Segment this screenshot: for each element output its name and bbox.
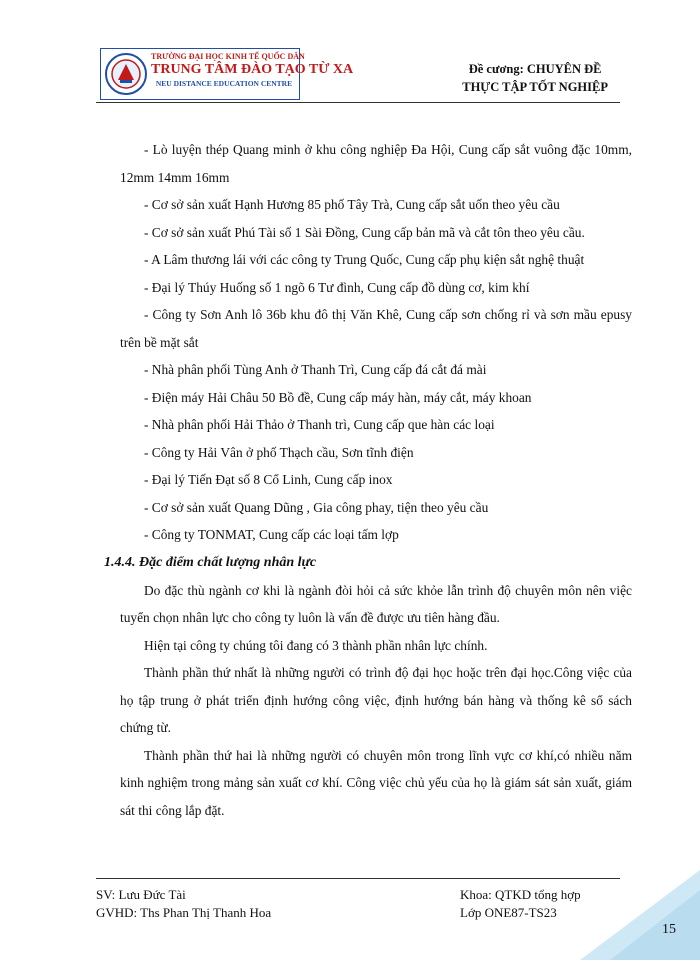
document-title-line2: THỰC TẬP TỐT NGHIỆP bbox=[462, 80, 608, 94]
supplier-item: - Lò luyện thép Quang minh ở khu công nghiệp Đa Hội, Cung cấp sắt vuông đặc 10mm, 12mm 14mm 16mm bbox=[120, 142, 632, 185]
footer-left bbox=[96, 886, 271, 922]
supplier-item: - Nhà phân phối Hải Thảo ở Thanh trì, Cung cấp que hàn các loại bbox=[144, 417, 495, 432]
body-paragraph: Thành phần thứ hai là những người có chuyên môn trong lĩnh vực cơ khí,có nhiều năm kinh nghiệm trong mảng sản xuất cơ khí. Công việc chủ yếu của họ là giám sát sản xuất, giám sát thi công lắp đặt. bbox=[120, 747, 632, 818]
page-header bbox=[96, 44, 620, 100]
logo-centre-name: TRUNG TÂM ĐÀO TẠO TỪ XA bbox=[151, 62, 354, 77]
body-paragraph: Do đặc thù ngành cơ khi là ngành đòi hỏi cả sức khỏe lẫn trình độ chuyên môn nên việc tuyển chọn nhân lực cho công ty luôn là vấn đề được ưu tiên hàng đầu. bbox=[120, 582, 632, 625]
supplier-item: - Công ty Hải Vân ở phố Thạch cầu, Sơn tĩnh điện bbox=[144, 444, 414, 460]
footer-class: Lớp ONE87-TS23 bbox=[460, 905, 557, 920]
supplier-item: - Cơ sở sản xuất Hạnh Hương 85 phố Tây Trà, Cung cấp sắt uốn theo yêu cầu bbox=[144, 197, 560, 212]
header-divider bbox=[96, 102, 620, 103]
page-body bbox=[104, 136, 632, 824]
logo bbox=[100, 48, 354, 100]
page-number: 15 bbox=[662, 922, 676, 937]
footer-student: SV: Lưu Đức Tài bbox=[96, 887, 186, 902]
school-emblem-icon bbox=[104, 52, 148, 96]
logo-english-name: NEU DISTANCE EDUCATION CENTRE bbox=[155, 79, 293, 88]
section-heading: 1.4.4. Đặc điểm chất lượng nhân lực bbox=[104, 554, 317, 570]
corner-decoration-icon bbox=[580, 870, 700, 960]
supplier-item: - Đại lý Tiến Đạt số 8 Cổ Linh, Cung cấp inox bbox=[144, 472, 393, 487]
supplier-item: - Điện máy Hải Châu 50 Bồ đề, Cung cấp máy hàn, máy cắt, máy khoan bbox=[144, 389, 532, 405]
supplier-item: - Công ty TONMAT, Cung cấp các loại tấm lợp bbox=[144, 527, 399, 542]
supplier-item: - Đại lý Thúy Huống số 1 ngõ 6 Tư đình, Cung cấp đồ dùng cơ, kim khí bbox=[144, 279, 530, 295]
footer-faculty: Khoa: QTKD tổng hợp bbox=[460, 887, 581, 902]
supplier-item: - Cơ sở sản xuất Quang Dũng , Gia công phay, tiện theo yêu cầu bbox=[144, 499, 489, 515]
footer-right bbox=[460, 886, 581, 922]
body-paragraph: Hiện tại công ty chúng tôi đang có 3 thành phần nhân lực chính. bbox=[144, 637, 488, 653]
supplier-item: - A Lâm thương lái với các công ty Trung Quốc, Cung cấp phụ kiện sắt nghệ thuật bbox=[144, 252, 585, 267]
logo-university-name: TRƯỜNG ĐẠI HỌC KINH TẾ QUỐC DÂN bbox=[151, 52, 305, 61]
document-title bbox=[462, 60, 608, 96]
body-paragraph: Thành phần thứ nhất là những người có trình độ đại học hoặc trên đại học.Công việc của họ tập trung ở phát triển định hướng công việc, định hướng bán hàng và thống kê sổ sách chứng từ. bbox=[120, 665, 632, 735]
footer-divider bbox=[96, 878, 620, 879]
supplier-item: - Công ty Sơn Anh lô 36b khu đô thị Văn Khê, Cung cấp sơn chống rỉ và sơn mầu epusy trên bề mặt sắt bbox=[120, 307, 632, 350]
supplier-item: - Cơ sở sản xuất Phú Tài số 1 Sài Đồng, Cung cấp bản mã và cắt tôn theo yêu cầu. bbox=[144, 224, 585, 240]
supplier-item: - Nhà phân phối Tùng Anh ở Thanh Trì, Cung cấp đá cắt đá mài bbox=[144, 362, 487, 377]
footer-advisor: GVHD: Ths Phan Thị Thanh Hoa bbox=[96, 905, 272, 920]
document-title-line1: Đề cương: CHUYÊN ĐỀ bbox=[468, 62, 602, 76]
